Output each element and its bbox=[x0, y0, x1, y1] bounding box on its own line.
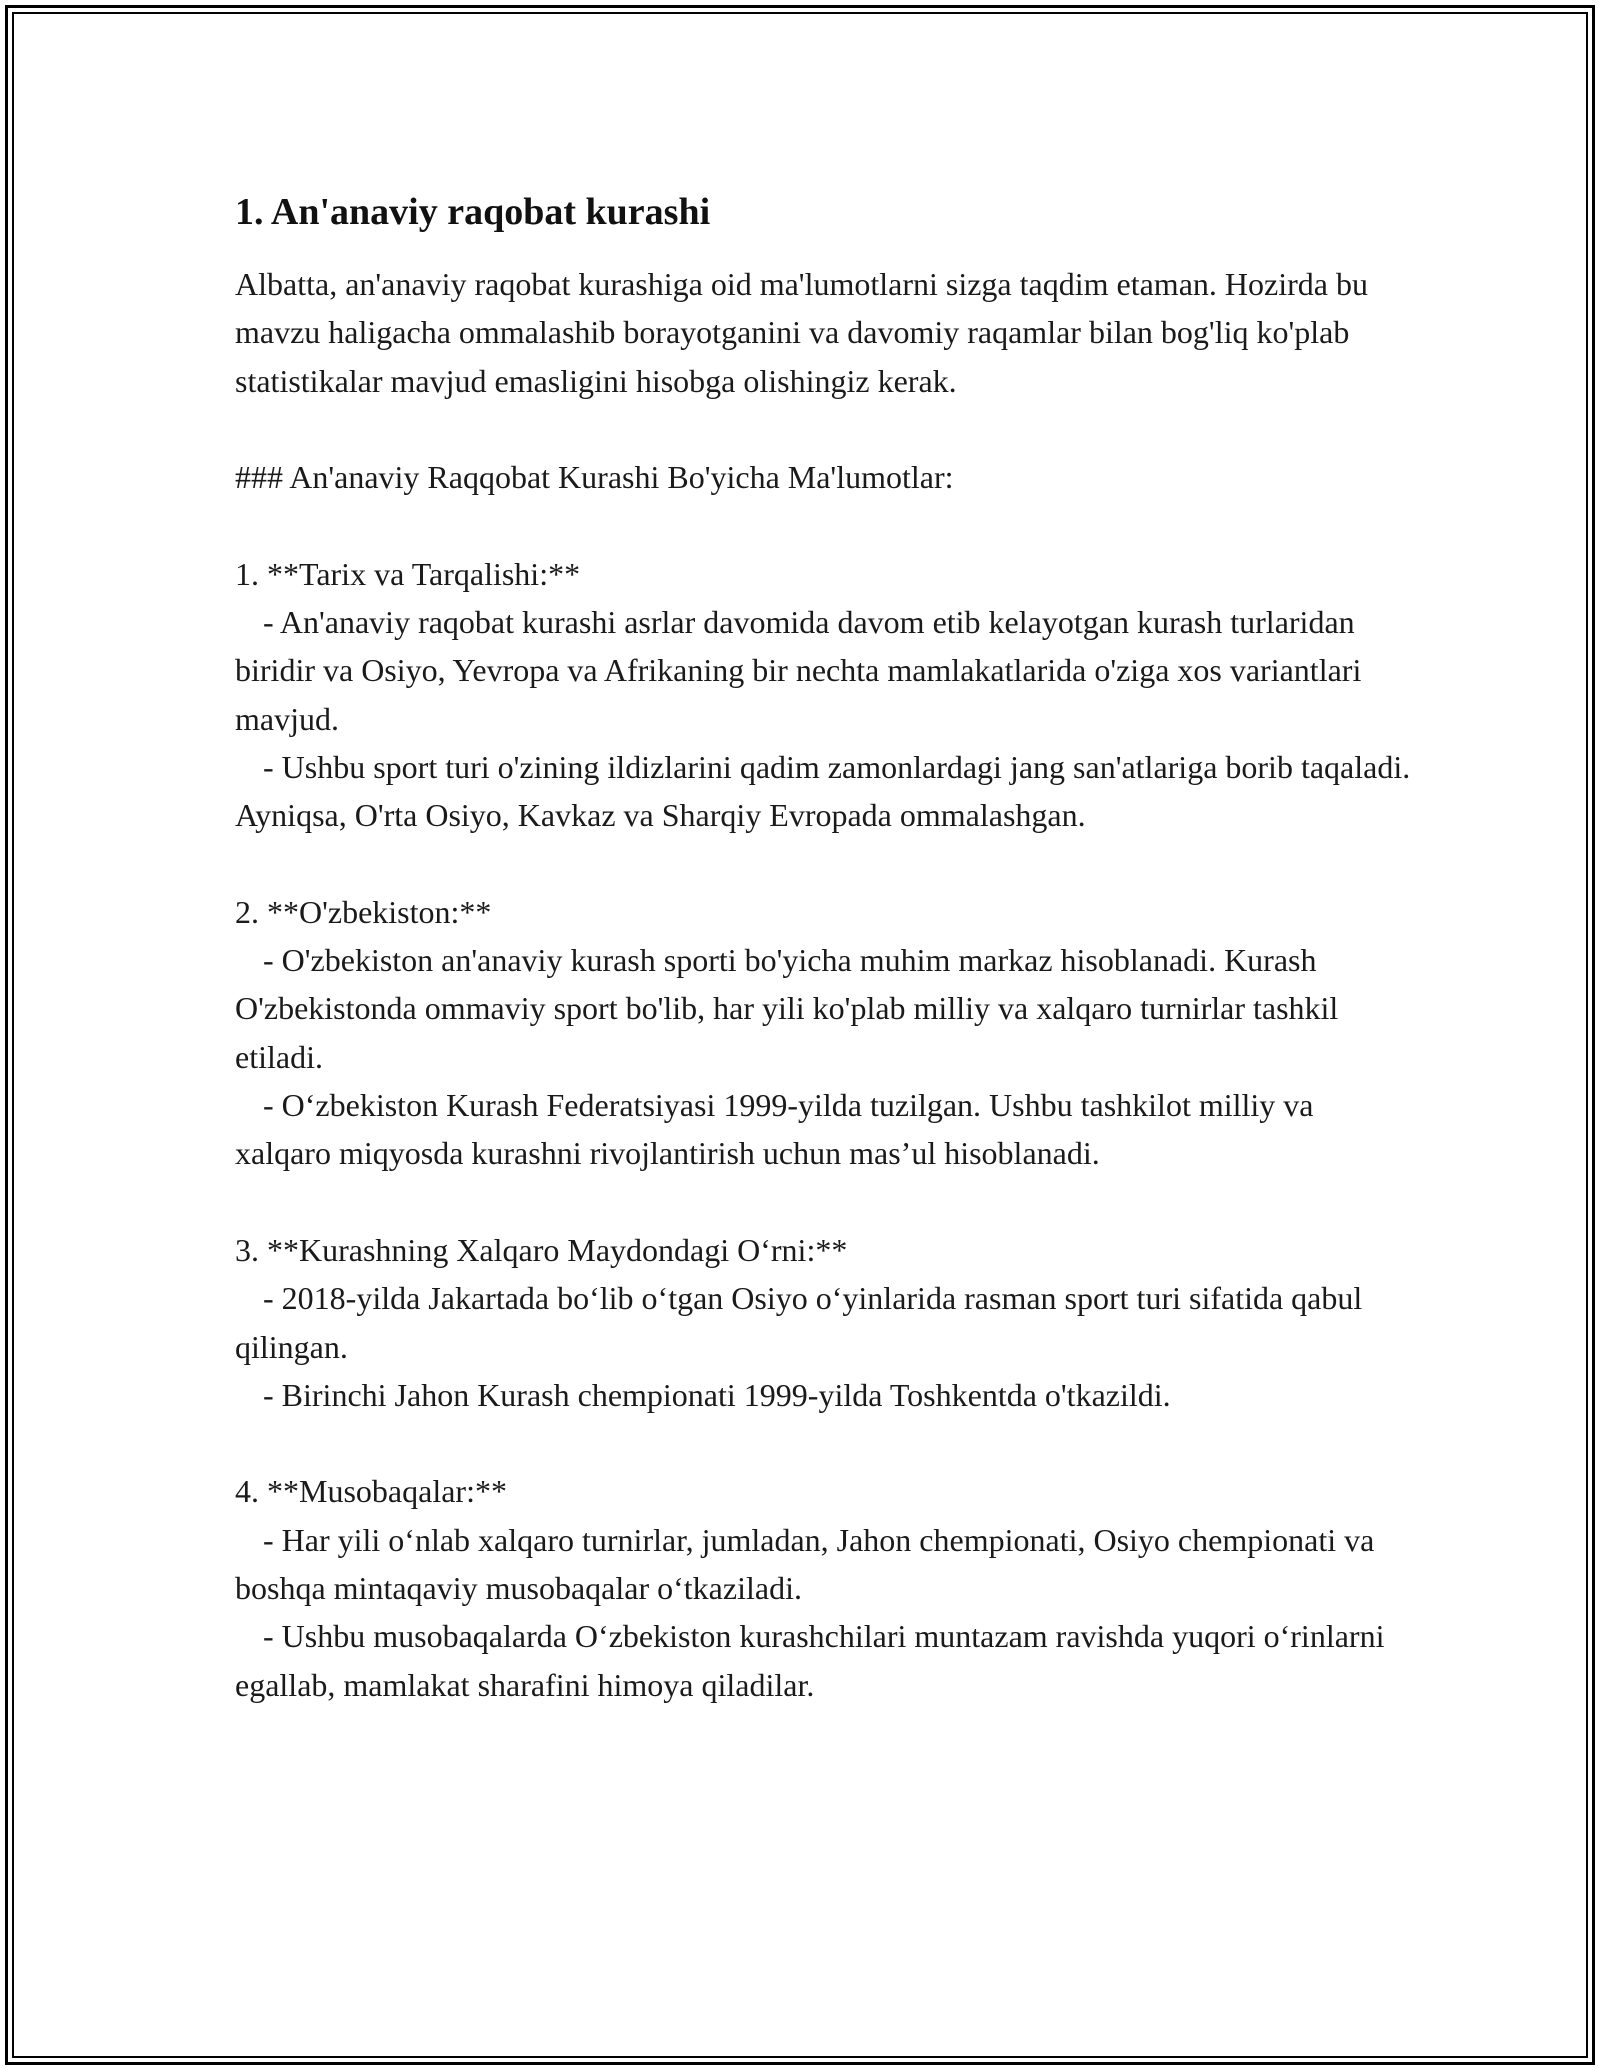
section-uzbekistan bbox=[235, 888, 1415, 1178]
section-bullet: - O'zbekiston an'anaviy kurash sporti bo'yicha muhim markaz hisoblanadi. Kurash O'zbekistonda ommaviy sport bo'lib, har yili ko'plab milliy va xalqaro turnirlar tashkil etiladi. bbox=[235, 942, 1339, 1075]
spacer bbox=[235, 405, 1415, 453]
subheading: ### An'anaviy Raqqobat Kurashi Bo'yicha Ma'lumotlar: bbox=[235, 459, 954, 496]
section-competitions bbox=[235, 1467, 1415, 1708]
section-bullet: - 2018-yilda Jakartada bo‘lib o‘tgan Osiyo o‘yinlarida rasman sport turi sifatida qabul qilingan. bbox=[235, 1280, 1363, 1365]
spacer bbox=[235, 1178, 1415, 1226]
section-history bbox=[235, 550, 1415, 840]
section-bullet: - Birinchi Jahon Kurash chempionati 1999-yilda Toshkentda o'tkazildi. bbox=[263, 1376, 1171, 1413]
spacer bbox=[235, 840, 1415, 888]
section-heading: 2. **O'zbekiston:** bbox=[235, 893, 492, 930]
section-bullet: - O‘zbekiston Kurash Federatsiyasi 1999-yilda tuzilgan. Ushbu tashkilot milliy va xalqaro miqyosda kurashni rivojlantirish uchun mas’ul hisoblanadi. bbox=[235, 1087, 1314, 1172]
spacer bbox=[235, 1419, 1415, 1467]
section-heading: 1. **Tarix va Tarqalishi:** bbox=[235, 555, 581, 592]
section-bullet: - An'anaviy raqobat kurashi asrlar davomida davom etib kelayotgan kurash turlaridan biridir va Osiyo, Yevropa va Afrikaning bir nechta mamlakatlarida o'ziga xos variantlari mavjud. bbox=[235, 604, 1362, 737]
document-body bbox=[235, 188, 1415, 1709]
spacer bbox=[235, 501, 1415, 549]
section-international bbox=[235, 1226, 1415, 1419]
section-bullet: - Ushbu sport turi o'zining ildizlarini qadim zamonlardagi jang san'atlariga borib taqaladi. Ayniqsa, O'rta Osiyo, Kavkaz va Sharqiy Evropada ommalashgan. bbox=[235, 748, 1411, 834]
document-title: 1. An'anaviy raqobat kurashi bbox=[235, 191, 711, 233]
section-bullet: - Ushbu musobaqalarda O‘zbekiston kurashchilari muntazam ravishda yuqori o‘rinlarni egallab, mamlakat sharafini himoya qiladilar. bbox=[235, 1618, 1385, 1703]
section-heading: 4. **Musobaqalar:** bbox=[235, 1473, 507, 1510]
section-bullet: - Har yili o‘nlab xalqaro turnirlar, jumladan, Jahon chempionati, Osiyo chempionati va boshqa mintaqaviy musobaqalar o‘tkaziladi. bbox=[235, 1521, 1375, 1607]
section-heading: 3. **Kurashning Xalqaro Maydondagi O‘rni:** bbox=[235, 1231, 848, 1268]
intro-paragraph: Albatta, an'anaviy raqobat kurashiga oid ma'lumotlarni sizga taqdim etaman. Hozirda bu mavzu haligacha ommalashib borayotganini va davomiy raqamlar bilan bog'liq ko'plab statistikalar mavjud emasligini hisobga olishingiz kerak. bbox=[235, 266, 1368, 399]
